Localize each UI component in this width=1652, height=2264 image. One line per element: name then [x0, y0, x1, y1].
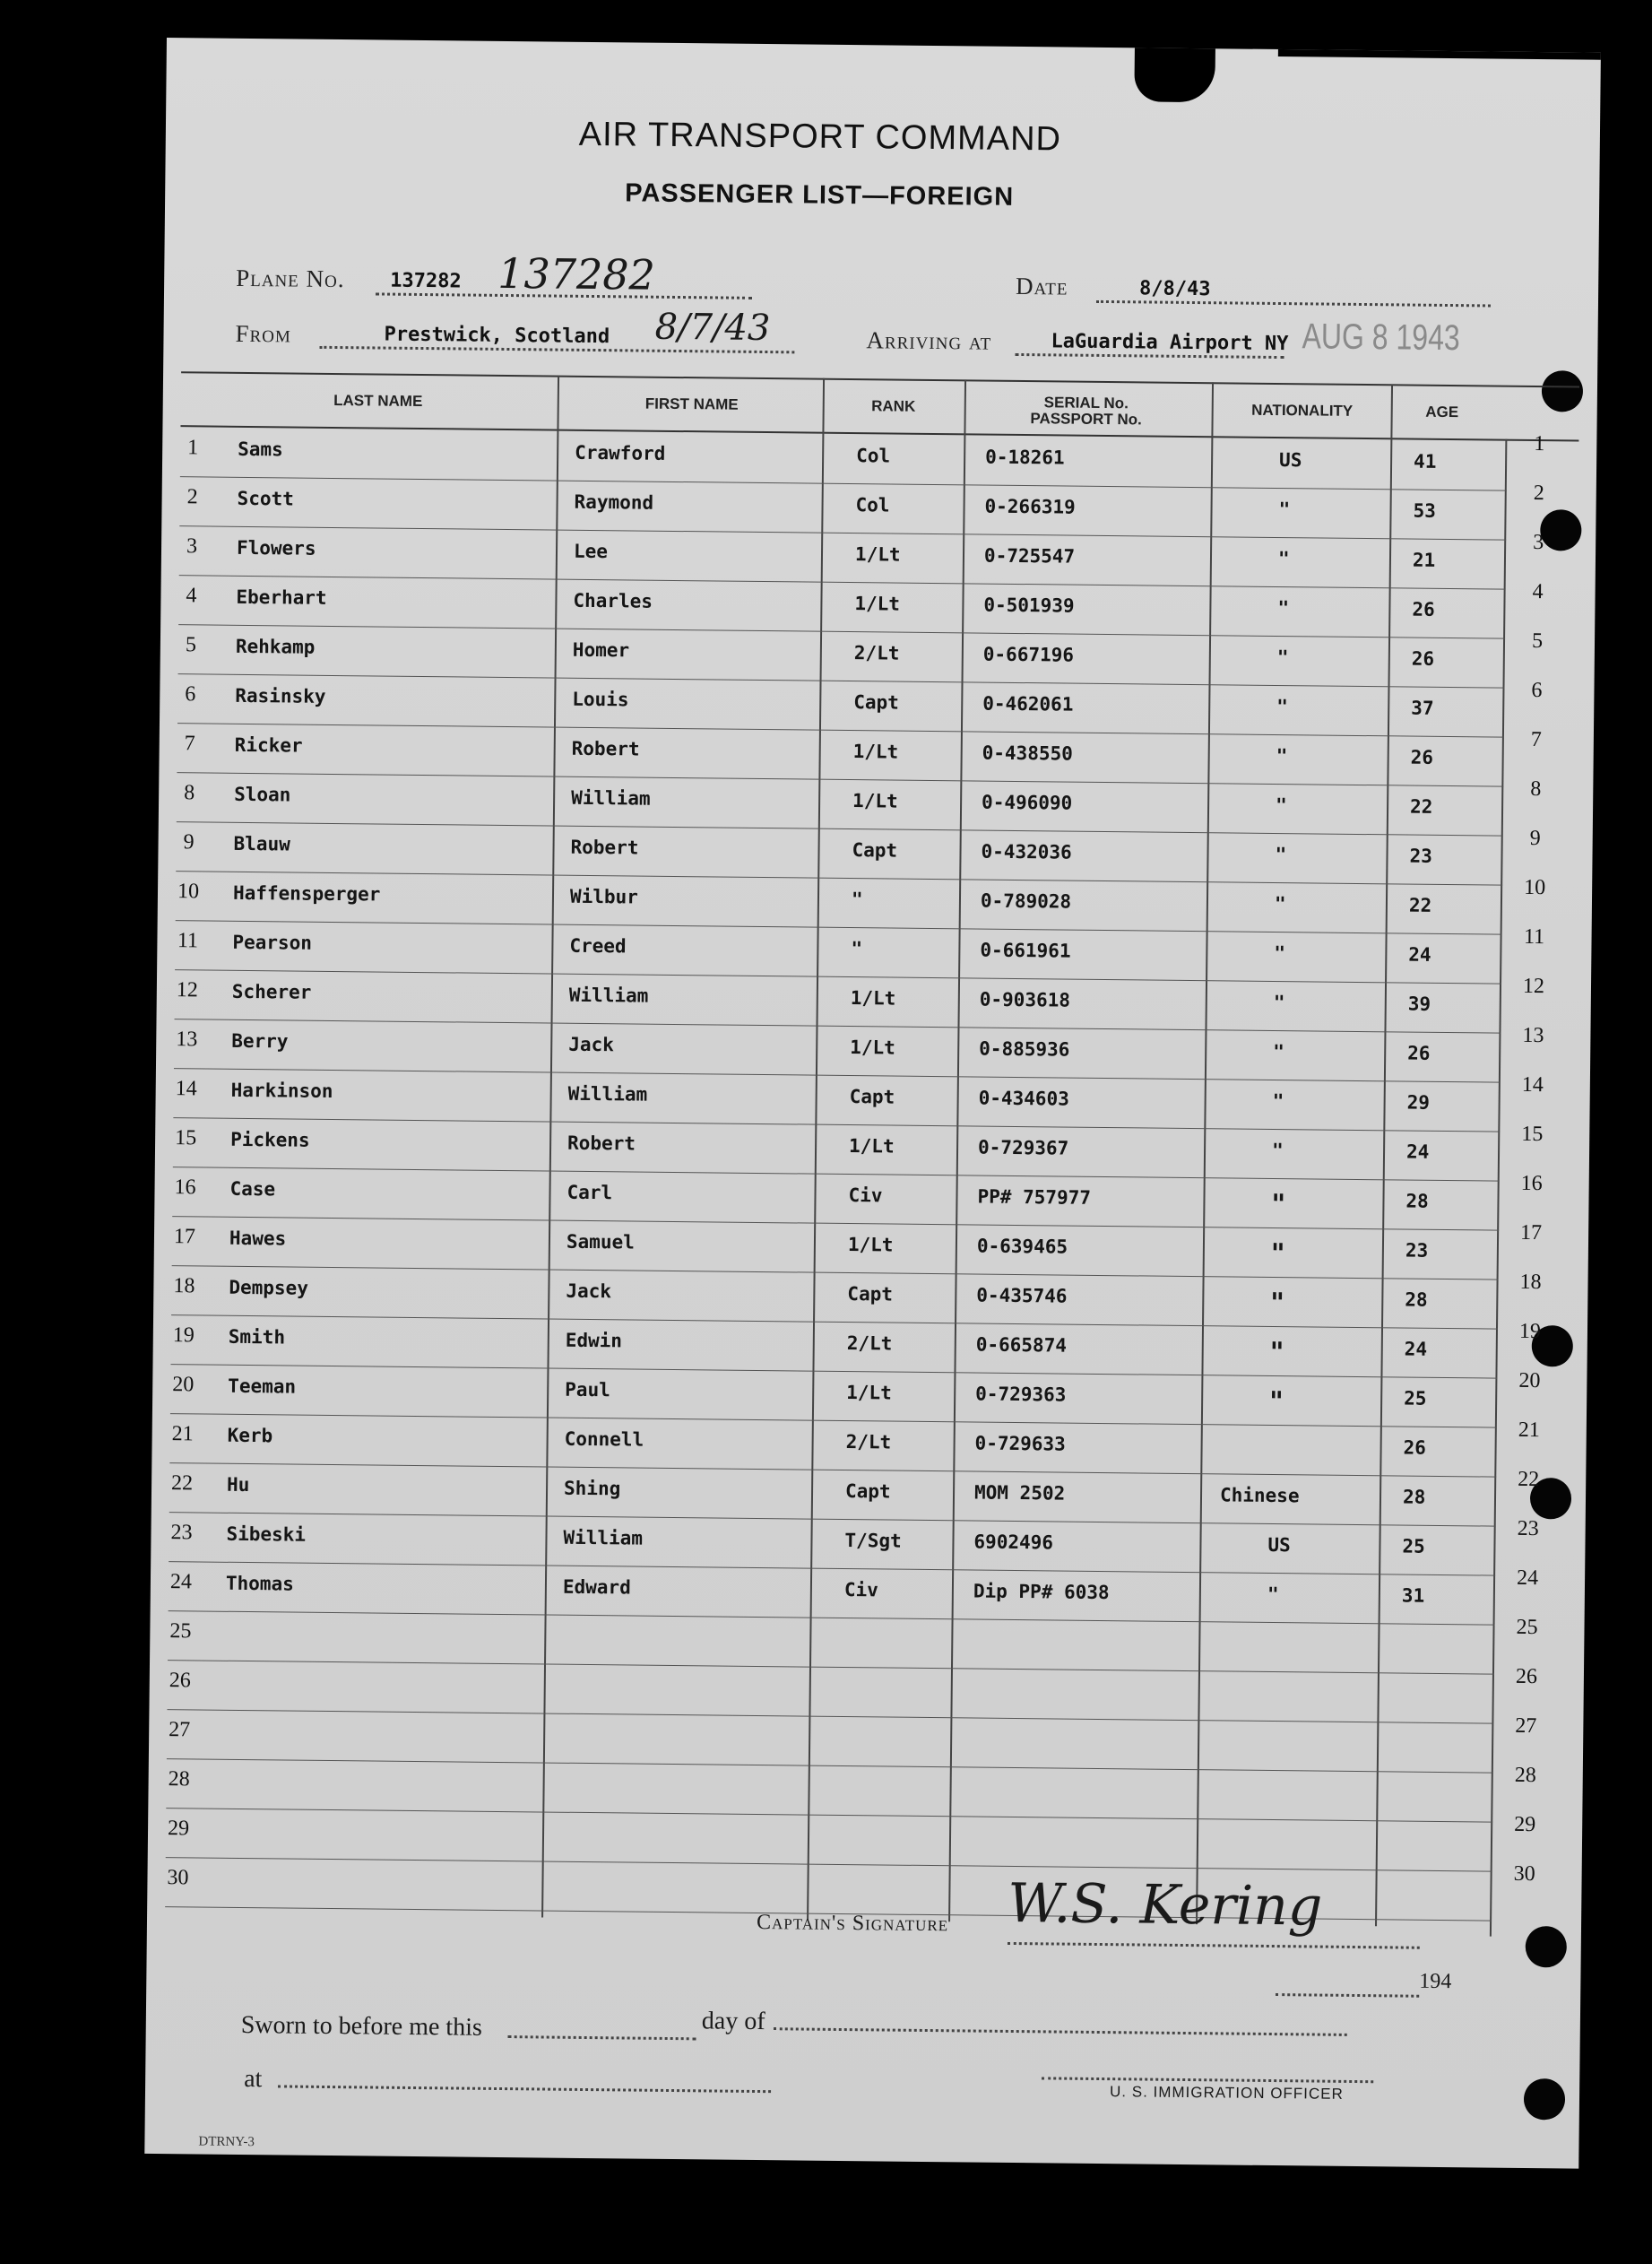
- passenger-serial: 0-661961: [980, 939, 1071, 962]
- passenger-first-name: Robert: [570, 836, 639, 859]
- passenger-last-name: Case: [229, 1177, 276, 1201]
- passenger-age: 22: [1408, 894, 1432, 916]
- passenger-rank: 1/Lt: [850, 1037, 895, 1059]
- passenger-last-name: Pickens: [230, 1128, 310, 1151]
- passenger-last-name: Sloan: [234, 783, 291, 806]
- row-number-right: 12: [1522, 974, 1545, 999]
- year-line: [1276, 1968, 1419, 1998]
- passenger-nationality: ": [1276, 696, 1289, 718]
- row-rule: [169, 1512, 1496, 1526]
- row-rule: [167, 1758, 1493, 1773]
- row-number-right: 14: [1521, 1072, 1544, 1097]
- row-number: 16: [174, 1175, 196, 1200]
- passenger-rank: ": [851, 889, 863, 911]
- passenger-nationality: US: [1267, 1533, 1291, 1557]
- row-rule: [179, 525, 1506, 540]
- row-rule: [172, 1265, 1499, 1279]
- passenger-rank: Col: [855, 494, 890, 516]
- passenger-serial: 0-432036: [981, 840, 1072, 863]
- passenger-last-name: Thomas: [225, 1572, 294, 1595]
- col-last-name: LAST NAME: [333, 391, 423, 411]
- passenger-first-name: Jack: [568, 1033, 614, 1056]
- passenger-age: 23: [1409, 845, 1432, 867]
- passenger-last-name: Dempsey: [229, 1276, 309, 1299]
- passenger-last-name: Hawes: [229, 1227, 287, 1250]
- row-number-right: 18: [1519, 1270, 1542, 1295]
- passenger-first-name: Shing: [563, 1477, 621, 1500]
- row-number: 17: [173, 1225, 196, 1249]
- passenger-serial: 0-462061: [982, 692, 1074, 716]
- from-label: From: [235, 319, 292, 348]
- passenger-age: 41: [1414, 450, 1437, 473]
- passenger-first-name: William: [568, 984, 649, 1007]
- table-header-rule: [180, 425, 1578, 441]
- passenger-first-name: Louis: [572, 688, 629, 711]
- form-number: DTRNY-3: [198, 2134, 255, 2150]
- torn-edge: [1278, 40, 1601, 67]
- row-number-right: 7: [1530, 727, 1543, 752]
- passenger-serial: 0-903618: [979, 988, 1071, 1011]
- row-number-right: 16: [1520, 1171, 1543, 1196]
- passenger-first-name: Crawford: [575, 441, 666, 464]
- plane-label: Plane No.: [236, 264, 345, 293]
- row-number: 5: [185, 633, 197, 657]
- col-age: AGE: [1425, 403, 1459, 421]
- row-number-right: 22: [1518, 1467, 1540, 1492]
- row-number: 3: [186, 534, 198, 559]
- passenger-rank: Civ: [843, 1579, 878, 1601]
- passenger-rank: 2/Lt: [853, 642, 900, 664]
- passenger-rank: Capt: [849, 1086, 895, 1108]
- passenger-age: 25: [1402, 1535, 1425, 1557]
- row-rule: [173, 1167, 1500, 1181]
- passenger-rank: Capt: [844, 1480, 891, 1503]
- passenger-age: 26: [1403, 1436, 1427, 1459]
- arriving-value: LaGuardia Airport NY: [1051, 330, 1289, 356]
- captain-signature: W.S. Kering: [1007, 1871, 1323, 1939]
- passenger-rank: 1/Lt: [852, 790, 898, 812]
- passenger-serial: 0-266319: [984, 495, 1076, 518]
- row-rule: [171, 1314, 1498, 1329]
- passenger-nationality: ": [1275, 843, 1287, 866]
- row-number: 30: [167, 1866, 189, 1890]
- passenger-nationality: ": [1268, 1385, 1284, 1418]
- plane-number-typed: 137282: [390, 269, 462, 293]
- passenger-last-name: Harkinson: [230, 1079, 333, 1103]
- passenger-nationality: ": [1276, 745, 1288, 768]
- row-number-right: 17: [1519, 1220, 1543, 1245]
- passenger-rank: 1/Lt: [854, 543, 901, 566]
- col-serial-line1: SERIAL No.: [1043, 394, 1129, 412]
- passenger-nationality: ": [1277, 548, 1290, 570]
- passenger-age: 22: [1409, 795, 1433, 818]
- arrival-date-stamp: AUG 8 1943: [1302, 317, 1460, 359]
- row-rule: [171, 1364, 1498, 1378]
- passenger-nationality: ": [1274, 941, 1286, 965]
- passenger-first-name: William: [567, 1082, 648, 1106]
- row-number: 10: [177, 880, 200, 904]
- row-rule: [176, 920, 1502, 934]
- row-rule: [168, 1660, 1494, 1674]
- row-number: 29: [167, 1817, 190, 1841]
- row-rule: [177, 821, 1503, 836]
- passenger-serial: 0-885936: [979, 1037, 1070, 1061]
- from-handwritten-date: 8/7/43: [654, 306, 771, 350]
- arriving-label: Arriving at: [866, 326, 992, 355]
- passenger-first-name: Wilbur: [569, 885, 638, 908]
- form-subtitle: PASSENGER LIST—FOREIGN: [625, 178, 1015, 212]
- passenger-last-name: Sibeski: [226, 1522, 307, 1546]
- passenger-rank: Capt: [853, 691, 899, 714]
- passenger-age: 37: [1411, 697, 1434, 719]
- row-number-right: 27: [1515, 1713, 1537, 1739]
- sworn-label: Sworn to before me this: [240, 2010, 483, 2042]
- passenger-serial: 0-639465: [976, 1235, 1068, 1258]
- passenger-rank: ": [851, 938, 863, 960]
- col-serial-line2: PASSPORT No.: [1030, 410, 1142, 429]
- col-nationality: NATIONALITY: [1251, 401, 1354, 420]
- row-number: 13: [176, 1028, 198, 1052]
- plane-number-handwritten: 137282: [497, 248, 656, 299]
- passenger-first-name: Creed: [569, 934, 627, 958]
- row-number: 19: [172, 1323, 195, 1348]
- row-number-right: 10: [1524, 875, 1546, 900]
- row-number: 28: [168, 1767, 190, 1791]
- row-number: 14: [175, 1077, 197, 1101]
- column-divider: [1490, 439, 1507, 1937]
- passenger-nationality: ": [1271, 1188, 1286, 1221]
- passenger-nationality: ": [1277, 597, 1290, 620]
- captain-signature-label: Captain's Signature: [756, 1911, 949, 1937]
- row-rule: [174, 1068, 1501, 1082]
- row-number: 18: [173, 1274, 195, 1298]
- passenger-nationality: ": [1278, 499, 1291, 521]
- passenger-rank: 1/Lt: [854, 593, 901, 615]
- passenger-age: 29: [1406, 1091, 1431, 1114]
- passenger-serial: PP# 757977: [977, 1185, 1092, 1209]
- row-number-right: 11: [1523, 924, 1545, 950]
- col-serial: [970, 394, 1203, 429]
- passenger-serial: 0-501939: [983, 594, 1075, 617]
- row-rule: [169, 1462, 1496, 1477]
- passenger-first-name: Charles: [573, 589, 653, 612]
- passenger-serial: MOM 2502: [973, 1481, 1066, 1505]
- passenger-age: 25: [1404, 1387, 1427, 1410]
- torn-edge: [1134, 39, 1215, 102]
- row-rule: [169, 1561, 1495, 1575]
- row-number-right: 26: [1515, 1664, 1538, 1689]
- passenger-first-name: William: [563, 1526, 644, 1549]
- row-number: 15: [175, 1126, 197, 1150]
- row-rule: [167, 1709, 1493, 1723]
- passenger-rank: Capt: [847, 1283, 894, 1305]
- row-number: 1: [187, 436, 199, 460]
- row-rule: [169, 1610, 1495, 1625]
- row-number: 24: [169, 1570, 193, 1594]
- passenger-first-name: Paul: [565, 1378, 610, 1401]
- passenger-serial: 0-729363: [975, 1383, 1067, 1406]
- passenger-rank: 1/Lt: [850, 987, 896, 1010]
- passenger-first-name: Homer: [572, 638, 630, 662]
- row-number: 25: [169, 1619, 192, 1644]
- passenger-serial: 6902496: [973, 1531, 1054, 1554]
- officer-line: [1042, 2051, 1373, 2083]
- passenger-age: 53: [1413, 499, 1436, 522]
- row-rule: [170, 1413, 1497, 1427]
- row-number-right: 6: [1531, 678, 1543, 703]
- row-number-right: 8: [1530, 776, 1542, 802]
- passenger-age: 28: [1405, 1288, 1428, 1311]
- passenger-last-name: Ricker: [234, 733, 303, 757]
- passenger-age: 26: [1410, 746, 1434, 768]
- passenger-age: 28: [1402, 1486, 1426, 1508]
- passenger-last-name: Blauw: [233, 832, 290, 855]
- col-rank: RANK: [871, 397, 916, 415]
- row-rule: [175, 1019, 1501, 1033]
- passenger-rank: 1/Lt: [848, 1135, 895, 1158]
- row-number: 4: [186, 584, 197, 608]
- passenger-nationality: ": [1273, 1040, 1285, 1063]
- form-title: AIR TRANSPORT COMMAND: [578, 115, 1062, 159]
- row-number-right: 1: [1534, 431, 1545, 456]
- row-number: 27: [169, 1718, 191, 1742]
- passenger-last-name: Kerb: [227, 1424, 273, 1447]
- passenger-first-name: Lee: [573, 540, 609, 563]
- passenger-rank: Col: [856, 445, 891, 467]
- passenger-last-name: Hu: [226, 1473, 250, 1496]
- passenger-rank: Civ: [848, 1184, 883, 1207]
- day-of-label: day of: [701, 2007, 765, 2036]
- sworn-day-line: [508, 2010, 696, 2040]
- passenger-first-name: Carl: [567, 1181, 613, 1204]
- passenger-age: 23: [1405, 1239, 1429, 1262]
- row-number-right: 25: [1516, 1615, 1538, 1640]
- passenger-serial: 0-435746: [976, 1284, 1068, 1307]
- passenger-age: 21: [1412, 549, 1436, 571]
- passenger-rank: 2/Lt: [846, 1332, 893, 1355]
- passenger-last-name: Sams: [238, 438, 283, 461]
- passenger-nationality: ": [1272, 1089, 1284, 1113]
- row-number: 7: [184, 732, 195, 756]
- column-divider: [541, 376, 559, 1918]
- row-number-right: 4: [1532, 579, 1544, 604]
- at-label: at: [244, 2065, 263, 2094]
- sworn-month-line: [774, 2002, 1347, 2036]
- passenger-age: 26: [1411, 647, 1435, 670]
- passenger-serial: Dip PP# 6038: [973, 1580, 1110, 1604]
- row-rule: [178, 673, 1505, 688]
- column-divider: [807, 378, 825, 1921]
- row-rule: [180, 476, 1507, 490]
- row-rule: [175, 969, 1501, 984]
- row-number: 22: [170, 1471, 194, 1496]
- passenger-table: [165, 371, 1601, 1947]
- passenger-nationality: US: [1279, 449, 1302, 472]
- row-rule: [166, 1808, 1492, 1822]
- passenger-serial: 0-18261: [985, 446, 1065, 469]
- passenger-first-name: William: [571, 786, 651, 810]
- passenger-last-name: Teeman: [228, 1375, 297, 1398]
- column-divider: [1375, 384, 1393, 1926]
- passenger-nationality: ": [1276, 646, 1289, 669]
- row-rule: [173, 1117, 1500, 1132]
- passenger-first-name: Edwin: [565, 1329, 623, 1352]
- passenger-age: 26: [1407, 1042, 1431, 1064]
- passenger-last-name: Scott: [237, 487, 294, 510]
- passenger-first-name: Robert: [567, 1132, 636, 1155]
- row-number-right: 28: [1514, 1763, 1536, 1788]
- passenger-last-name: Smith: [228, 1325, 286, 1349]
- passenger-age: 26: [1412, 598, 1435, 620]
- passenger-age: 28: [1405, 1190, 1429, 1212]
- row-number-right: 3: [1533, 530, 1544, 555]
- at-line: [278, 2060, 771, 2093]
- passenger-serial: 0-438550: [982, 742, 1073, 765]
- year-label: 194: [1419, 1969, 1452, 1994]
- punch-hole: [1524, 2078, 1565, 2120]
- row-number-right: 13: [1522, 1023, 1544, 1048]
- date-label: Date: [1015, 272, 1068, 300]
- passenger-nationality: Chinese: [1219, 1484, 1300, 1507]
- passenger-serial: 0-665874: [975, 1333, 1068, 1357]
- row-number: 8: [184, 781, 195, 805]
- row-number: 23: [170, 1521, 193, 1545]
- passenger-serial: 0-725547: [983, 544, 1076, 568]
- row-rule: [172, 1216, 1499, 1230]
- passenger-last-name: Scherer: [231, 980, 312, 1003]
- row-number-right: 23: [1517, 1516, 1539, 1541]
- row-number-right: 19: [1518, 1319, 1542, 1344]
- row-number: 21: [171, 1422, 194, 1446]
- passenger-age: 31: [1401, 1584, 1425, 1607]
- row-number-right: 15: [1521, 1122, 1544, 1147]
- passenger-rank: 1/Lt: [846, 1382, 892, 1404]
- passenger-serial: 0-729367: [977, 1136, 1069, 1159]
- passenger-age: 24: [1408, 943, 1431, 966]
- row-rule: [166, 1857, 1492, 1871]
- passenger-list-form: [144, 38, 1601, 2169]
- row-rule: [178, 624, 1505, 638]
- row-number-right: 2: [1533, 481, 1544, 506]
- row-number: 20: [172, 1373, 195, 1397]
- passenger-age: 39: [1407, 993, 1431, 1015]
- row-number: 9: [183, 830, 195, 854]
- column-divider: [948, 379, 966, 1921]
- row-number-right: 21: [1518, 1418, 1540, 1443]
- date-value: 8/8/43: [1138, 277, 1211, 301]
- passenger-nationality: ": [1270, 1237, 1285, 1271]
- passenger-nationality: ": [1269, 1336, 1284, 1369]
- row-number-right: 5: [1531, 629, 1544, 654]
- passenger-serial: 0-789028: [980, 889, 1072, 913]
- passenger-serial: 0-667196: [982, 643, 1075, 666]
- passenger-last-name: Haffensperger: [232, 881, 381, 906]
- passenger-nationality: ": [1270, 1287, 1285, 1320]
- row-number-right: 9: [1529, 826, 1541, 851]
- passenger-first-name: Raymond: [574, 490, 654, 514]
- col-first-name: FIRST NAME: [644, 395, 739, 413]
- column-divider: [1196, 382, 1214, 1924]
- passenger-last-name: Rehkamp: [235, 635, 316, 658]
- passenger-nationality: ": [1274, 892, 1286, 915]
- passenger-age: 24: [1405, 1141, 1430, 1163]
- passenger-first-name: Robert: [571, 737, 640, 760]
- passenger-last-name: Rasinsky: [235, 684, 326, 707]
- row-number-right: 24: [1516, 1566, 1539, 1591]
- passenger-last-name: Berry: [231, 1029, 289, 1053]
- passenger-nationality: ": [1273, 991, 1285, 1014]
- passenger-nationality: ": [1275, 794, 1287, 817]
- row-number-right: 29: [1514, 1812, 1536, 1837]
- passenger-first-name: Jack: [566, 1279, 612, 1303]
- row-number: 26: [169, 1669, 191, 1693]
- passenger-rank: Capt: [852, 839, 898, 862]
- row-number: 11: [177, 929, 199, 953]
- passenger-rank: 1/Lt: [847, 1234, 894, 1256]
- passenger-first-name: Edward: [562, 1575, 631, 1599]
- passenger-nationality: ": [1267, 1583, 1279, 1606]
- row-rule: [179, 575, 1506, 589]
- passenger-first-name: Connell: [564, 1427, 644, 1451]
- passenger-serial: 0-434603: [978, 1087, 1069, 1110]
- from-value: Prestwick, Scotland: [384, 323, 610, 349]
- passenger-rank: 2/Lt: [845, 1431, 892, 1453]
- row-rule: [177, 723, 1504, 737]
- row-number: 6: [185, 682, 196, 707]
- passenger-age: 24: [1404, 1338, 1428, 1360]
- passenger-last-name: Eberhart: [236, 586, 327, 609]
- passenger-nationality: ": [1271, 1139, 1284, 1162]
- passenger-serial: 0-496090: [981, 791, 1073, 814]
- row-number: 2: [186, 485, 198, 509]
- table-top-rule: [181, 371, 1579, 387]
- row-number-right: 30: [1513, 1861, 1535, 1887]
- passenger-rank: T/Sgt: [844, 1530, 902, 1552]
- passenger-last-name: Flowers: [236, 536, 316, 559]
- passenger-last-name: Pearson: [232, 931, 313, 954]
- passenger-serial: 0-729633: [974, 1432, 1066, 1455]
- passenger-first-name: Samuel: [566, 1230, 635, 1253]
- row-number-right: 20: [1518, 1368, 1541, 1393]
- passenger-rank: 1/Lt: [852, 741, 899, 763]
- row-number: 12: [176, 978, 199, 1002]
- row-rule: [177, 772, 1503, 786]
- officer-label: U. S. IMMIGRATION OFFICER: [1109, 2083, 1344, 2103]
